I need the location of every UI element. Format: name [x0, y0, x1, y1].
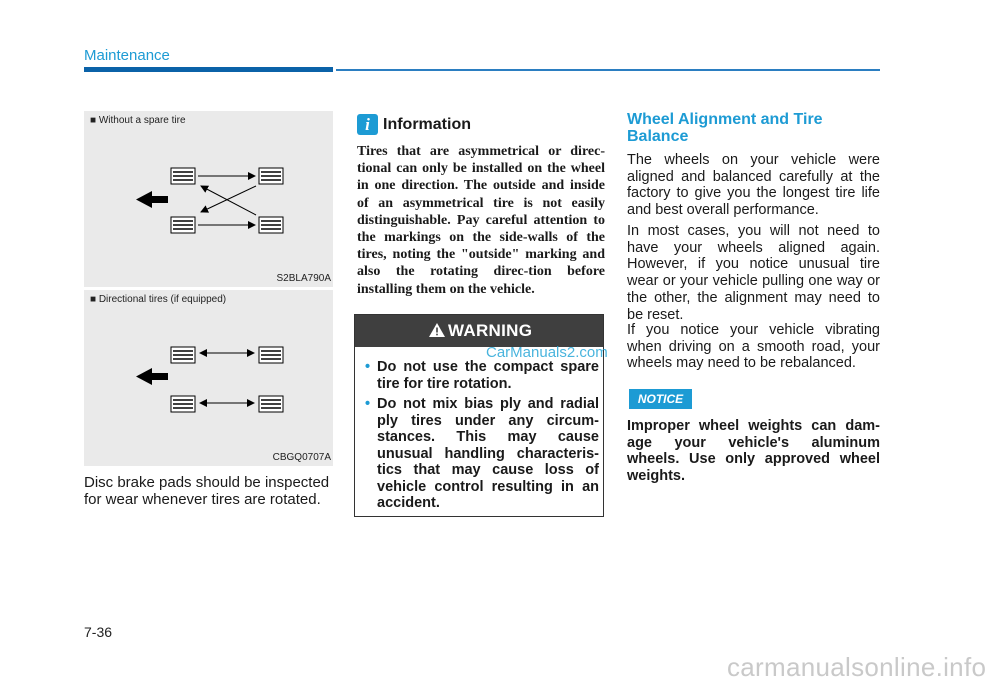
warning-triangle-icon: [428, 322, 446, 338]
warning-header: [355, 315, 603, 347]
wheel-alignment-title: Wheel Alignment and Tire Balance: [627, 111, 823, 145]
alignment-paragraph: If you notice your vehicle vibrating when driving on a smooth road, your wheels may need to be rebalanced.: [627, 322, 880, 372]
notice-badge: NOTICE: [629, 389, 692, 409]
info-icon: i: [357, 114, 378, 135]
rotation-arrow: [200, 353, 254, 403]
alignment-paragraph: The wheels on your vehicle were aligned and balanced carefully at the factory to give you the longest tire life and best overall performance.: [627, 152, 880, 219]
warning-item-text: Do not mix bias ply and radial ply tires under any circum-stances. This may cause unusual handling characteris-tics that may cause loss of vehicle control resulting in an accident.: [377, 396, 599, 511]
bullet-icon: •: [365, 359, 371, 375]
alignment-paragraph: In most cases, you will not need to have your wheels aligned again. However, if you notice unusual tire wear or your vehicle pulling one way or the other, the alignment may need to be reset.: [627, 223, 880, 323]
watermark: CarManuals2.com: [486, 344, 608, 361]
warning-item-text: Do not use the compact spare tire for tire rotation.: [377, 359, 599, 392]
bullet-icon: •: [365, 396, 371, 412]
warning-list: [365, 359, 599, 516]
front-direction-arrow: [136, 368, 168, 385]
figure-without-spare-tire: [84, 111, 333, 287]
figure-caption: ■ Directional tires (if equipped): [90, 294, 227, 305]
directional-rotation-diagram: [84, 290, 333, 466]
list-item: [365, 359, 599, 392]
tire-icon: [171, 168, 283, 233]
information-body: Tires that are asymmetrical or direc-tional can only be installed on the wheel in one direction. The outside and inside of an asymmetrical tire is not easily distinguishable. Pay careful attention to the markings on the side-walls of the tires, noting the "outside" marking and also the rotating direc-tion before installing them on the vehicle.: [357, 144, 605, 297]
tire-rotation-diagram: [84, 111, 333, 287]
rotation-arrow: [198, 176, 256, 225]
figure-caption: ■ Without a spare tire: [90, 115, 186, 126]
header-rule-dark: [84, 67, 333, 72]
brake-pad-note: Disc brake pads should be inspected for wear whenever tires are rotated.: [84, 474, 330, 508]
page-number: 7-36: [84, 624, 113, 640]
header-rule-light: [336, 69, 880, 71]
section-title: Maintenance: [84, 47, 170, 64]
figure-code: CBGQ0707A: [272, 452, 331, 463]
notice-body: Improper wheel weights can dam-age your vehicle's aluminum wheels. Use only approved wheel weights.: [627, 418, 880, 485]
figure-directional-tires: [84, 290, 333, 466]
site-watermark: carmanualsonline.info: [727, 652, 986, 682]
figure-code: S2BLA790A: [276, 273, 331, 284]
list-item: [365, 396, 599, 512]
front-direction-arrow: [136, 191, 168, 208]
information-title: Information: [383, 116, 471, 133]
warning-label: WARNING: [448, 321, 533, 340]
